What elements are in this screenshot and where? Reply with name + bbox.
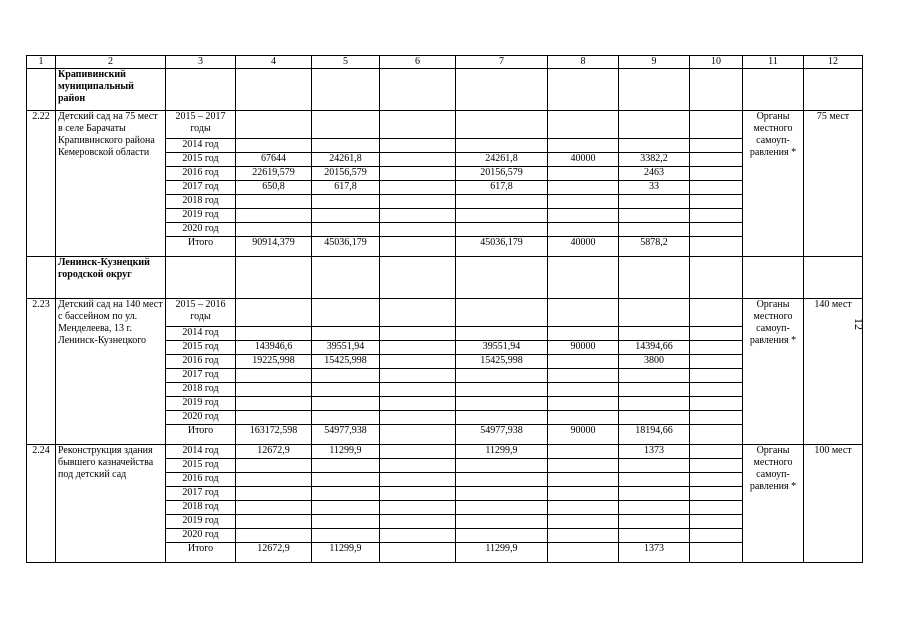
year-label: 2015 год bbox=[166, 341, 236, 355]
value-cell bbox=[380, 411, 456, 425]
value-cell: 22619,579 bbox=[236, 167, 312, 181]
value-cell bbox=[236, 369, 312, 383]
value-cell: 12672,9 bbox=[236, 445, 312, 459]
value-cell bbox=[312, 411, 380, 425]
year-label: 2016 год bbox=[166, 473, 236, 487]
year-label: 2019 год bbox=[166, 397, 236, 411]
value-cell bbox=[236, 411, 312, 425]
capacity: 100 мест bbox=[804, 445, 863, 563]
empty-cell bbox=[236, 69, 312, 111]
value-cell bbox=[690, 425, 743, 445]
value-cell bbox=[380, 139, 456, 153]
value-cell bbox=[380, 327, 456, 341]
value-cell bbox=[380, 237, 456, 257]
value-cell bbox=[312, 209, 380, 223]
value-cell bbox=[456, 397, 548, 411]
value-cell bbox=[456, 209, 548, 223]
value-cell bbox=[312, 327, 380, 341]
value-cell bbox=[456, 501, 548, 515]
value-cell bbox=[548, 473, 619, 487]
year-label: Итого bbox=[166, 237, 236, 257]
header-cell: 6 bbox=[380, 56, 456, 69]
value-cell bbox=[380, 341, 456, 355]
value-cell bbox=[690, 529, 743, 543]
value-cell bbox=[456, 515, 548, 529]
value-cell bbox=[456, 473, 548, 487]
value-cell bbox=[548, 355, 619, 369]
value-cell bbox=[548, 327, 619, 341]
value-cell: 2463 bbox=[619, 167, 690, 181]
value-cell: 90000 bbox=[548, 425, 619, 445]
value-cell bbox=[236, 383, 312, 397]
value-cell: 18194,66 bbox=[619, 425, 690, 445]
value-cell bbox=[380, 153, 456, 167]
object-name: Реконструкция здания бывшего казначейства под детский сад bbox=[56, 445, 166, 563]
value-cell bbox=[548, 383, 619, 397]
value-cell bbox=[690, 167, 743, 181]
empty-cell bbox=[236, 257, 312, 299]
value-cell bbox=[619, 383, 690, 397]
value-cell bbox=[380, 167, 456, 181]
year-label: 2020 год bbox=[166, 411, 236, 425]
value-cell bbox=[548, 195, 619, 209]
value-cell bbox=[312, 369, 380, 383]
row-number: 2.24 bbox=[27, 445, 56, 563]
year-label: 2015 год bbox=[166, 153, 236, 167]
value-cell bbox=[380, 543, 456, 563]
value-cell: 54977,938 bbox=[456, 425, 548, 445]
value-cell: 650,8 bbox=[236, 181, 312, 195]
value-cell bbox=[690, 341, 743, 355]
value-cell bbox=[690, 181, 743, 195]
value-cell: 12672,9 bbox=[236, 543, 312, 563]
year-label: 2015 год bbox=[166, 459, 236, 473]
value-cell bbox=[690, 411, 743, 425]
year-label: 2017 год bbox=[166, 181, 236, 195]
value-cell bbox=[312, 515, 380, 529]
year-label: 2016 год bbox=[166, 355, 236, 369]
responsible-organ: Органы местного самоуп-равления * bbox=[743, 445, 804, 563]
period: 2015 – 2017 годы bbox=[166, 111, 236, 139]
header-cell: 12 bbox=[804, 56, 863, 69]
value-cell bbox=[380, 369, 456, 383]
value-cell bbox=[619, 529, 690, 543]
object-name: Детский сад на 75 мест в селе Барачаты Крапивинского района Кемеровской области bbox=[56, 111, 166, 257]
value-cell: 143946,6 bbox=[236, 341, 312, 355]
budget-table bbox=[26, 55, 863, 563]
empty-cell bbox=[619, 299, 690, 327]
section-title: Крапивинский муниципальный район bbox=[56, 69, 166, 111]
empty-cell bbox=[236, 299, 312, 327]
value-cell bbox=[380, 195, 456, 209]
value-cell bbox=[548, 501, 619, 515]
value-cell bbox=[456, 369, 548, 383]
empty-cell bbox=[236, 111, 312, 139]
empty-cell bbox=[804, 69, 863, 111]
value-cell: 90000 bbox=[548, 341, 619, 355]
value-cell bbox=[548, 487, 619, 501]
value-cell bbox=[619, 223, 690, 237]
value-cell: 20156,579 bbox=[312, 167, 380, 181]
value-cell bbox=[690, 501, 743, 515]
value-cell: 163172,598 bbox=[236, 425, 312, 445]
value-cell bbox=[380, 209, 456, 223]
year-label: 2018 год bbox=[166, 501, 236, 515]
value-cell: 3800 bbox=[619, 355, 690, 369]
value-cell bbox=[690, 459, 743, 473]
value-cell: 15425,998 bbox=[456, 355, 548, 369]
header-cell: 10 bbox=[690, 56, 743, 69]
value-cell: 5878,2 bbox=[619, 237, 690, 257]
value-cell: 11299,9 bbox=[456, 445, 548, 459]
value-cell bbox=[548, 543, 619, 563]
year-label: 2014 год bbox=[166, 445, 236, 459]
year-label: Итого bbox=[166, 425, 236, 445]
value-cell: 45036,179 bbox=[456, 237, 548, 257]
value-cell bbox=[619, 515, 690, 529]
value-cell bbox=[548, 459, 619, 473]
value-cell bbox=[236, 223, 312, 237]
value-cell bbox=[619, 195, 690, 209]
year-label: 2020 год bbox=[166, 529, 236, 543]
value-cell bbox=[236, 473, 312, 487]
value-cell bbox=[236, 397, 312, 411]
value-cell: 11299,9 bbox=[312, 543, 380, 563]
header-cell: 9 bbox=[619, 56, 690, 69]
value-cell bbox=[619, 209, 690, 223]
value-cell bbox=[312, 397, 380, 411]
value-cell bbox=[548, 167, 619, 181]
value-cell bbox=[312, 501, 380, 515]
capacity: 140 мест bbox=[804, 299, 863, 445]
empty-cell bbox=[743, 69, 804, 111]
empty-cell bbox=[456, 299, 548, 327]
year-label: 2018 год bbox=[166, 195, 236, 209]
value-cell bbox=[619, 397, 690, 411]
value-cell bbox=[380, 397, 456, 411]
value-cell bbox=[619, 501, 690, 515]
value-cell bbox=[312, 383, 380, 397]
value-cell bbox=[456, 487, 548, 501]
value-cell bbox=[312, 223, 380, 237]
period-row bbox=[27, 111, 863, 139]
empty-cell bbox=[380, 69, 456, 111]
value-cell bbox=[690, 355, 743, 369]
year-label: Итого bbox=[166, 543, 236, 563]
object-name: Детский сад на 140 мест с бассейном по ул. Менделеева, 13 г. Ленинск-Кузнецкого bbox=[56, 299, 166, 445]
value-cell bbox=[619, 139, 690, 153]
value-cell: 1373 bbox=[619, 543, 690, 563]
year-label: 2017 год bbox=[166, 487, 236, 501]
value-cell bbox=[380, 383, 456, 397]
value-cell bbox=[690, 327, 743, 341]
value-cell bbox=[312, 195, 380, 209]
value-cell bbox=[690, 237, 743, 257]
responsible-organ: Органы местного самоуп-равления * bbox=[743, 111, 804, 257]
value-cell bbox=[380, 515, 456, 529]
value-cell bbox=[619, 487, 690, 501]
value-cell bbox=[236, 195, 312, 209]
header-cell: 8 bbox=[548, 56, 619, 69]
value-cell bbox=[456, 411, 548, 425]
value-cell bbox=[312, 529, 380, 543]
section-title-row bbox=[27, 69, 863, 111]
empty-cell bbox=[690, 69, 743, 111]
empty-cell bbox=[312, 257, 380, 299]
value-cell: 54977,938 bbox=[312, 425, 380, 445]
empty-cell bbox=[380, 299, 456, 327]
empty-cell bbox=[619, 111, 690, 139]
value-cell bbox=[690, 473, 743, 487]
empty-cell bbox=[548, 111, 619, 139]
value-cell bbox=[690, 445, 743, 459]
value-cell bbox=[690, 369, 743, 383]
empty-cell bbox=[690, 111, 743, 139]
value-cell bbox=[690, 487, 743, 501]
header-cell: 4 bbox=[236, 56, 312, 69]
header-cell: 5 bbox=[312, 56, 380, 69]
value-cell bbox=[236, 459, 312, 473]
year-label: 2014 год bbox=[166, 327, 236, 341]
header-row bbox=[27, 56, 863, 69]
value-cell bbox=[690, 223, 743, 237]
value-cell: 39551,94 bbox=[456, 341, 548, 355]
value-cell bbox=[236, 487, 312, 501]
value-cell bbox=[619, 411, 690, 425]
value-cell bbox=[548, 181, 619, 195]
value-cell bbox=[236, 529, 312, 543]
empty-cell bbox=[804, 257, 863, 299]
empty-cell bbox=[312, 111, 380, 139]
table-body bbox=[27, 56, 863, 563]
value-cell: 39551,94 bbox=[312, 341, 380, 355]
value-cell: 67644 bbox=[236, 153, 312, 167]
empty-cell bbox=[380, 111, 456, 139]
value-cell bbox=[456, 139, 548, 153]
value-cell bbox=[690, 397, 743, 411]
value-cell bbox=[380, 473, 456, 487]
period-row bbox=[27, 299, 863, 327]
value-cell bbox=[548, 209, 619, 223]
value-cell: 1373 bbox=[619, 445, 690, 459]
responsible-organ: Органы местного самоуп-равления * bbox=[743, 299, 804, 445]
value-cell bbox=[236, 501, 312, 515]
empty-cell bbox=[27, 69, 56, 111]
empty-cell bbox=[690, 257, 743, 299]
value-cell bbox=[312, 459, 380, 473]
empty-cell bbox=[166, 69, 236, 111]
empty-cell bbox=[619, 69, 690, 111]
value-cell: 20156,579 bbox=[456, 167, 548, 181]
value-cell bbox=[456, 223, 548, 237]
section-title-row bbox=[27, 257, 863, 299]
value-cell bbox=[456, 459, 548, 473]
value-cell bbox=[690, 543, 743, 563]
header-cell: 11 bbox=[743, 56, 804, 69]
empty-cell bbox=[548, 257, 619, 299]
value-cell bbox=[380, 355, 456, 369]
value-cell bbox=[548, 397, 619, 411]
value-cell: 14394,66 bbox=[619, 341, 690, 355]
header-cell: 2 bbox=[56, 56, 166, 69]
value-cell bbox=[548, 411, 619, 425]
value-cell bbox=[380, 529, 456, 543]
page-number: 12 bbox=[852, 318, 866, 330]
value-cell: 3382,2 bbox=[619, 153, 690, 167]
value-cell bbox=[548, 445, 619, 459]
year-row bbox=[27, 445, 863, 459]
value-cell bbox=[312, 139, 380, 153]
row-number: 2.22 bbox=[27, 111, 56, 257]
value-cell bbox=[236, 327, 312, 341]
year-label: 2016 год bbox=[166, 167, 236, 181]
value-cell bbox=[380, 445, 456, 459]
value-cell: 45036,179 bbox=[312, 237, 380, 257]
header-cell: 3 bbox=[166, 56, 236, 69]
year-label: 2020 год bbox=[166, 223, 236, 237]
value-cell: 11299,9 bbox=[312, 445, 380, 459]
empty-cell bbox=[743, 257, 804, 299]
value-cell bbox=[380, 459, 456, 473]
empty-cell bbox=[380, 257, 456, 299]
value-cell bbox=[456, 383, 548, 397]
value-cell bbox=[690, 383, 743, 397]
empty-cell bbox=[548, 69, 619, 111]
value-cell bbox=[548, 529, 619, 543]
value-cell bbox=[619, 369, 690, 383]
value-cell bbox=[690, 209, 743, 223]
value-cell bbox=[619, 459, 690, 473]
value-cell: 617,8 bbox=[312, 181, 380, 195]
value-cell: 19225,998 bbox=[236, 355, 312, 369]
value-cell: 90914,379 bbox=[236, 237, 312, 257]
value-cell: 40000 bbox=[548, 237, 619, 257]
value-cell bbox=[312, 487, 380, 501]
empty-cell bbox=[690, 299, 743, 327]
empty-cell bbox=[456, 111, 548, 139]
row-number: 2.23 bbox=[27, 299, 56, 445]
empty-cell bbox=[548, 299, 619, 327]
value-cell bbox=[690, 195, 743, 209]
value-cell bbox=[456, 327, 548, 341]
value-cell bbox=[690, 139, 743, 153]
value-cell bbox=[548, 139, 619, 153]
value-cell bbox=[548, 369, 619, 383]
value-cell: 33 bbox=[619, 181, 690, 195]
value-cell bbox=[690, 515, 743, 529]
value-cell bbox=[236, 209, 312, 223]
empty-cell bbox=[456, 69, 548, 111]
value-cell bbox=[548, 515, 619, 529]
value-cell: 24261,8 bbox=[312, 153, 380, 167]
value-cell bbox=[690, 153, 743, 167]
value-cell bbox=[548, 223, 619, 237]
year-label: 2014 год bbox=[166, 139, 236, 153]
empty-cell bbox=[456, 257, 548, 299]
value-cell bbox=[236, 139, 312, 153]
value-cell bbox=[619, 327, 690, 341]
period: 2015 – 2016 годы bbox=[166, 299, 236, 327]
value-cell bbox=[380, 501, 456, 515]
value-cell: 24261,8 bbox=[456, 153, 548, 167]
capacity: 75 мест bbox=[804, 111, 863, 257]
empty-cell bbox=[27, 257, 56, 299]
header-cell: 7 bbox=[456, 56, 548, 69]
value-cell: 15425,998 bbox=[312, 355, 380, 369]
value-cell: 617,8 bbox=[456, 181, 548, 195]
empty-cell bbox=[166, 257, 236, 299]
header-cell: 1 bbox=[27, 56, 56, 69]
empty-cell bbox=[312, 299, 380, 327]
value-cell bbox=[236, 515, 312, 529]
value-cell bbox=[380, 425, 456, 445]
empty-cell bbox=[619, 257, 690, 299]
value-cell bbox=[380, 181, 456, 195]
year-label: 2018 год bbox=[166, 383, 236, 397]
value-cell: 11299,9 bbox=[456, 543, 548, 563]
value-cell bbox=[380, 487, 456, 501]
year-label: 2019 год bbox=[166, 209, 236, 223]
value-cell bbox=[456, 195, 548, 209]
value-cell: 40000 bbox=[548, 153, 619, 167]
value-cell bbox=[619, 473, 690, 487]
value-cell bbox=[312, 473, 380, 487]
year-label: 2019 год bbox=[166, 515, 236, 529]
empty-cell bbox=[312, 69, 380, 111]
section-title: Ленинск-Кузнецкий городской округ bbox=[56, 257, 166, 299]
value-cell bbox=[380, 223, 456, 237]
year-label: 2017 год bbox=[166, 369, 236, 383]
value-cell bbox=[456, 529, 548, 543]
